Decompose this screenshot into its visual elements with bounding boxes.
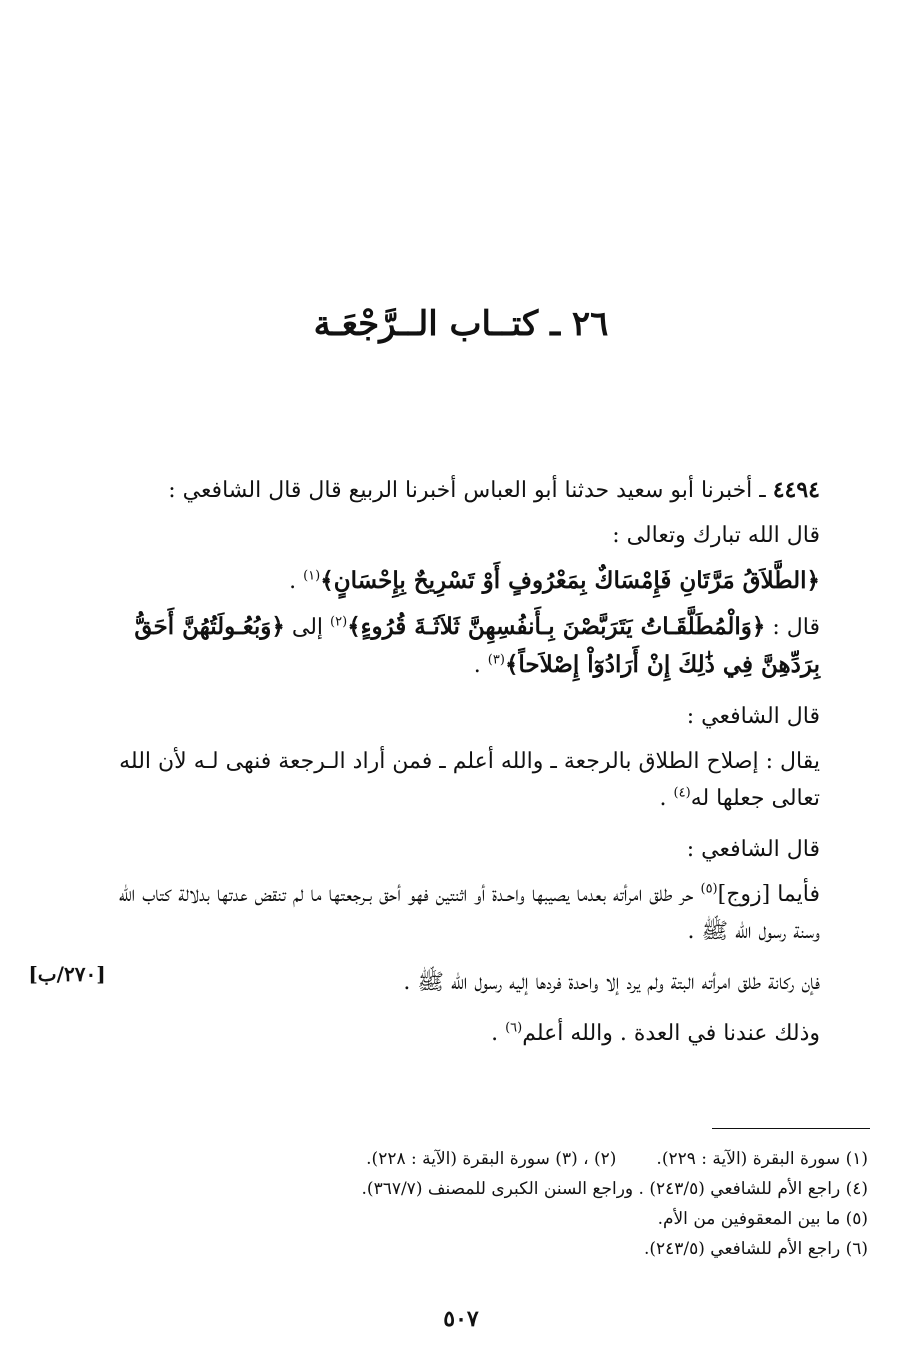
period: . (473, 653, 481, 678)
paragraph-isnad (108, 472, 820, 509)
said-label: قال : (772, 615, 820, 640)
paragraph-shafii-2: قال الشافعي : (686, 837, 820, 862)
paragraph-intro: قال الله تبارك وتعالى : (612, 523, 820, 548)
hadith-number: ٤٤٩٤ (772, 477, 820, 503)
manuscript-folio-note: [٢٧٠/ب] (28, 962, 106, 986)
quran-verse: ﴿الطَّلاَقُ مَرَّتَانِ فَإِمْسَاكٌ بِمَعْرُوفٍ أَوْ تَسْرِيحٌ بِإِحْسَانٍ﴾ (320, 567, 820, 594)
ruling-text-rest: حر طلق امرأته بعدما يصيبها واحـدة أو اثنتين فهو أحق بـرجعتها ما لم تنقض عدتها بدلالة كتاب الله وسنة رسول الله ﷺ . (118, 882, 820, 944)
explanation-text: يقال : إصلاح الطلاق بالرجعة ـ والله أعلم ـ فمن أراد الـرجعة فنهى لـه لأن الله تعالى جعلها له (119, 749, 820, 811)
paragraph-ruling (108, 876, 820, 950)
footnote-1: (١) سورة البقرة (الآية : ٢٢٩). (656, 1149, 868, 1169)
footnote-ref: (٣) (487, 652, 505, 668)
footnote-ref: (١) (303, 568, 321, 584)
period: . (659, 786, 667, 811)
footnote-6: (٦) راجع الأم للشافعي (٢٤٣/٥). (643, 1239, 868, 1259)
footnote-ref: (٢) (330, 614, 348, 630)
paragraph-rukana: فإن ركانة طلق امرأته البتة ولم يرد إلا واحدة فردها إليه رسول الله ﷺ . (403, 970, 820, 995)
paragraph-closing (108, 1015, 820, 1052)
closing-text: وذلك عندنا في العدة . والله أعلم (522, 1021, 820, 1046)
period: . (289, 569, 297, 594)
footnote-5: (٥) ما بين المعقوفين من الأم. (657, 1209, 868, 1229)
footnote-ref: (٥) (700, 881, 718, 897)
paragraph-explanation (108, 743, 820, 817)
isnad-text: ـ أخبرنا أبو سعيد حدثنا أبو العباس أخبرنا الربيع قال قال الشافعي : (168, 478, 766, 503)
quran-verse: ﴿وَبُعُـولَتُهُنَّ أَحَقُّ بِرَدِّهِنَّ فِي ذَٰلِكَ إِنْ أَرَادُوٓاْ إِصْلاَحاً﴾ (134, 613, 820, 678)
footnote-4: (٤) راجع الأم للشافعي (٢٤٣/٥) . وراجع السنن الكبرى للمصنف (٣٦٧/٧). (361, 1179, 868, 1199)
footnote-2-3: (٢) ، (٣) سورة البقرة (الآية : ٢٢٨). (366, 1149, 617, 1169)
main-text (108, 472, 820, 1066)
page-number: ٥٠٧ (443, 1306, 479, 1332)
footnotes (140, 1144, 868, 1264)
paragraph-verse-2 (108, 608, 820, 684)
paragraph-verse-1 (108, 562, 820, 600)
paragraph-shafii-1: قال الشافعي : (686, 704, 820, 729)
until-label: إلى (291, 615, 324, 640)
footnote-ref: (٤) (673, 785, 691, 801)
footnote-divider (712, 1128, 870, 1129)
footnote-row (140, 1144, 868, 1174)
ruling-text-start: فأيما [زوج] (717, 882, 820, 907)
chapter-title: ٢٦ ـ كتــاب الــرَّجْعَـة (313, 304, 609, 344)
period: . (491, 1021, 499, 1046)
footnote-ref: (٦) (505, 1020, 523, 1036)
quran-verse: ﴿وَالْمُطَلَّقَـاتُ يَتَرَبَّصْنَ بِـأَنفُسِهِنَّ ثَلاَثَـةَ قُرُوءٍ﴾ (347, 613, 766, 640)
